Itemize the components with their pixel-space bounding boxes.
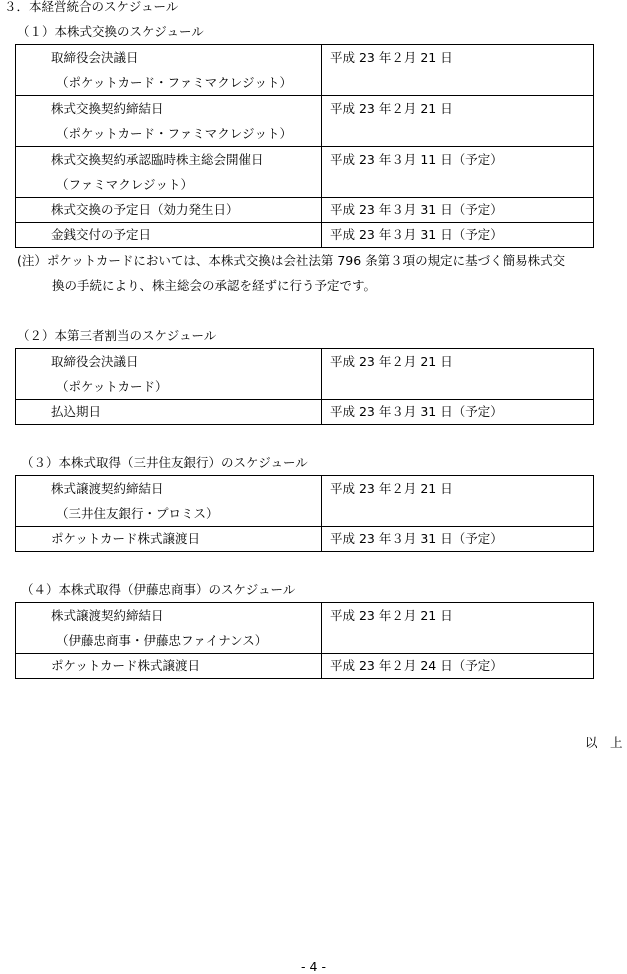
event-date: 平成 23 年３月 31 日（予定） <box>330 404 503 419</box>
note-line-1: (注）ポケットカードにおいては、本株式交換は会社法第 796 条第３項の規定に基づく簡易株式交 <box>17 253 566 268</box>
event-label: 株式交換契約締結日 <box>51 101 164 116</box>
schedule-1-title: （１）本株式交換のスケジュール <box>17 24 204 39</box>
date-cell <box>322 96 594 147</box>
event-date: 平成 23 年２月 21 日 <box>330 101 453 116</box>
date-cell <box>322 400 594 425</box>
event-date: 平成 23 年２月 21 日 <box>330 50 453 65</box>
event-date: 平成 23 年２月 21 日 <box>330 354 453 369</box>
date-cell <box>322 223 594 248</box>
table-row <box>16 654 594 679</box>
event-cell <box>16 603 322 654</box>
date-cell <box>322 349 594 400</box>
note-line-2: 換の手続により、株主総会の承認を経ずに行う予定です。 <box>52 278 377 293</box>
date-cell <box>322 198 594 223</box>
event-date: 平成 23 年２月 21 日 <box>330 608 453 623</box>
event-label: 株式譲渡契約締結日 <box>51 481 164 496</box>
event-date: 平成 23 年２月 21 日 <box>330 481 453 496</box>
date-cell <box>322 603 594 654</box>
event-label: 株式譲渡契約締結日 <box>51 608 164 623</box>
event-cell <box>16 45 322 96</box>
date-cell <box>322 654 594 679</box>
table-row <box>16 476 594 527</box>
event-cell <box>16 96 322 147</box>
date-cell <box>322 45 594 96</box>
event-sublabel: （ポケットカード・ファミマクレジット） <box>56 75 292 90</box>
event-label: 株式交換の予定日（効力発生日） <box>51 202 239 217</box>
event-date: 平成 23 年３月 31 日（予定） <box>330 227 503 242</box>
event-label: 取締役会決議日 <box>51 354 139 369</box>
date-cell <box>322 476 594 527</box>
schedule-2-title: （２）本第三者割当のスケジュール <box>17 328 217 343</box>
event-date: 平成 23 年３月 31 日（予定） <box>330 531 503 546</box>
event-label: 金銭交付の予定日 <box>51 227 152 242</box>
schedule-1-table <box>15 44 594 248</box>
closing-mark: 以 上 <box>585 735 623 750</box>
table-row <box>16 147 594 198</box>
event-cell <box>16 349 322 400</box>
page-number: - 4 - <box>301 959 326 974</box>
schedule-3-table <box>15 475 594 552</box>
event-label: ポケットカード株式譲渡日 <box>51 531 201 546</box>
date-cell <box>322 147 594 198</box>
schedule-4-title: （４）本株式取得（伊藤忠商事）のスケジュール <box>21 582 296 597</box>
event-cell <box>16 654 322 679</box>
table-row <box>16 96 594 147</box>
event-label: 取締役会決議日 <box>51 50 139 65</box>
event-label: ポケットカード株式譲渡日 <box>51 658 201 673</box>
event-sublabel: （ポケットカード・ファミマクレジット） <box>56 126 292 141</box>
event-cell <box>16 527 322 552</box>
table-row <box>16 527 594 552</box>
table-row <box>16 603 594 654</box>
section-heading: ３．本経営統合のスケジュール <box>4 0 179 14</box>
event-cell <box>16 198 322 223</box>
schedule-3-title: （３）本株式取得（三井住友銀行）のスケジュール <box>21 455 308 470</box>
table-row <box>16 349 594 400</box>
table-row <box>16 223 594 248</box>
event-cell <box>16 223 322 248</box>
event-cell <box>16 147 322 198</box>
event-cell <box>16 400 322 425</box>
table-row <box>16 400 594 425</box>
event-date: 平成 23 年３月 11 日（予定） <box>330 152 503 167</box>
schedule-4-table <box>15 602 594 679</box>
event-sublabel: （ポケットカード） <box>56 379 168 394</box>
event-cell <box>16 476 322 527</box>
event-date: 平成 23 年３月 31 日（予定） <box>330 202 503 217</box>
event-sublabel: （三井住友銀行・プロミス） <box>56 506 219 521</box>
schedule-2-table <box>15 348 594 425</box>
event-sublabel: （伊藤忠商事・伊藤忠ファイナンス） <box>56 633 268 648</box>
table-row <box>16 45 594 96</box>
date-cell <box>322 527 594 552</box>
event-label: 払込期日 <box>51 404 102 419</box>
event-label: 株式交換契約承認臨時株主総会開催日 <box>51 152 264 167</box>
table-row <box>16 198 594 223</box>
event-date: 平成 23 年２月 24 日（予定） <box>330 658 503 673</box>
event-sublabel: （ファミマクレジット） <box>56 177 193 192</box>
